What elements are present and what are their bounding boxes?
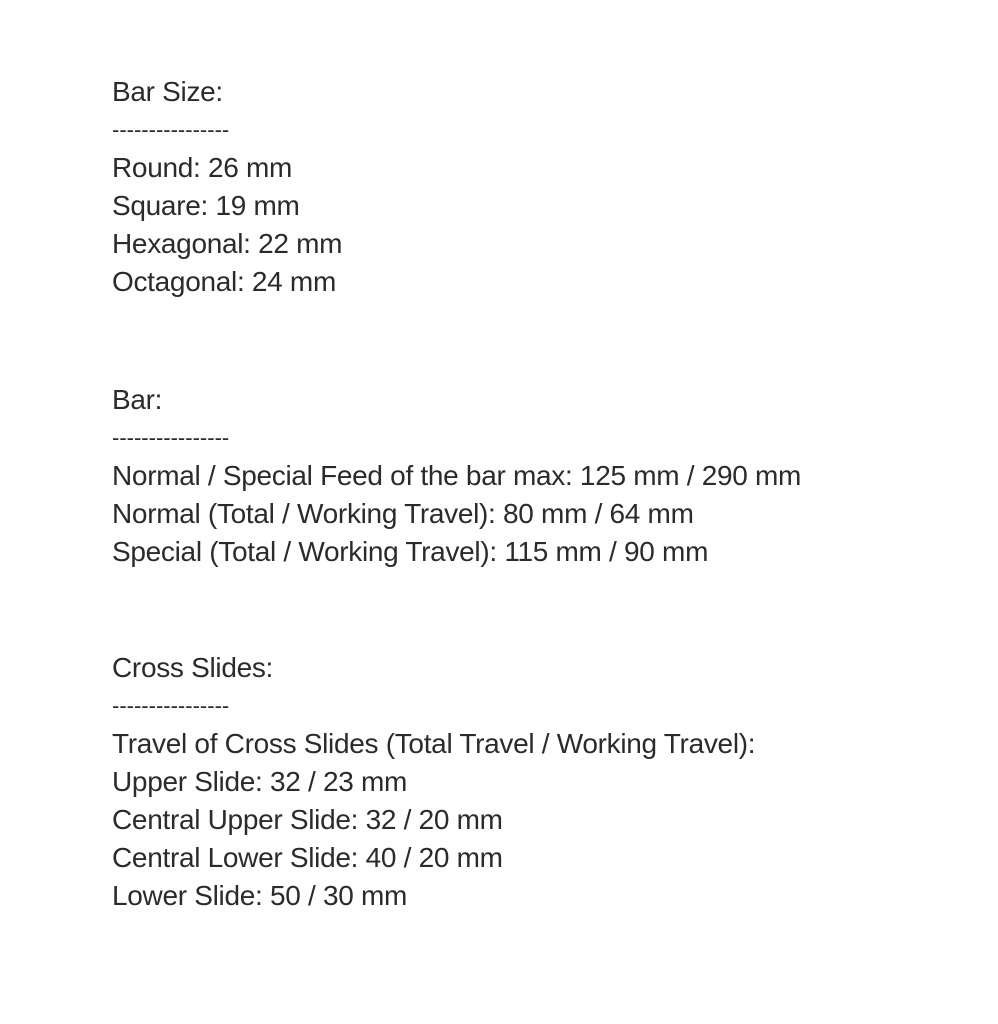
section-separator: ---------------- bbox=[112, 117, 230, 142]
section-heading: Bar Size: bbox=[112, 76, 223, 107]
spec-line-central-lower-slide: Central Lower Slide: 40 / 20 mm bbox=[112, 842, 503, 873]
spec-line-central-upper-slide: Central Upper Slide: 32 / 20 mm bbox=[112, 804, 503, 835]
section-bar bbox=[112, 381, 972, 571]
spec-line-upper-slide: Upper Slide: 32 / 23 mm bbox=[112, 766, 408, 797]
spec-line-hexagonal: Hexagonal: 22 mm bbox=[112, 228, 343, 259]
spec-line-octagonal: Octagonal: 24 mm bbox=[112, 266, 336, 297]
section-separator: ---------------- bbox=[112, 425, 230, 450]
spec-line-lower-slide: Lower Slide: 50 / 30 mm bbox=[112, 880, 408, 911]
spec-line-travel-header: Travel of Cross Slides (Total Travel / Working Travel): bbox=[112, 728, 756, 759]
section-heading: Cross Slides: bbox=[112, 652, 274, 683]
section-separator: ---------------- bbox=[112, 693, 230, 718]
spec-line-normal-travel: Normal (Total / Working Travel): 80 mm / 64 mm bbox=[112, 498, 694, 529]
spec-line-square: Square: 19 mm bbox=[112, 190, 300, 221]
section-heading: Bar: bbox=[112, 384, 163, 415]
spec-line-feed: Normal / Special Feed of the bar max: 125 mm / 290 mm bbox=[112, 460, 802, 491]
spec-line-round: Round: 26 mm bbox=[112, 152, 293, 183]
spec-line-special-travel: Special (Total / Working Travel): 115 mm / 90 mm bbox=[112, 536, 709, 567]
section-bar-size bbox=[112, 73, 972, 301]
section-cross-slides bbox=[112, 649, 972, 915]
